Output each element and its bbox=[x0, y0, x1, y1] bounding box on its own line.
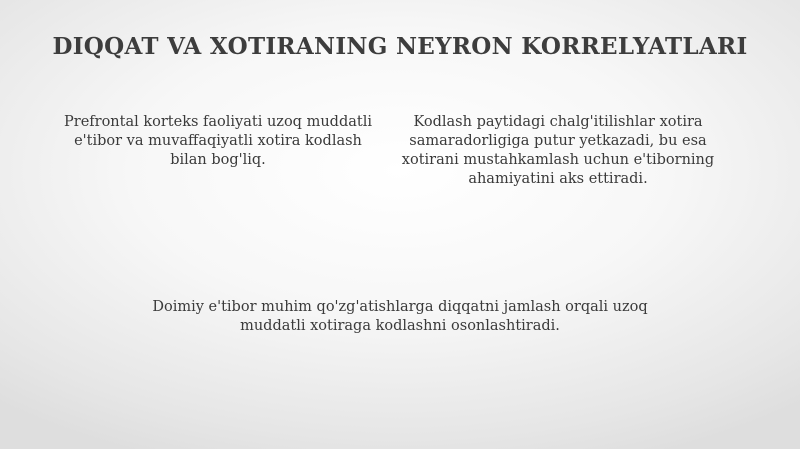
right-text-block: Kodlash paytidagi chalg'itilishlar xotira samaradorligiga putur yetkazadi, bu esa xotirani mustahkamlash uchun e'tiborning ahamiyatini aks ettiradi. bbox=[401, 114, 715, 187]
bottom-text-block: Doimiy e'tibor muhim qo'zg'atishlarga diqqatni jamlash orqali uzoq muddatli xotiraga kodlashni osonlashtiradi. bbox=[152, 299, 648, 334]
slide-title: DIQQAT VA XOTIRANING NEYRON KORRELYATLARI bbox=[52, 33, 748, 60]
left-text-block: Prefrontal korteks faoliyati uzoq muddatli e'tibor va muvaffaqiyatli xotira kodlash bilan bog'liq. bbox=[64, 114, 372, 168]
